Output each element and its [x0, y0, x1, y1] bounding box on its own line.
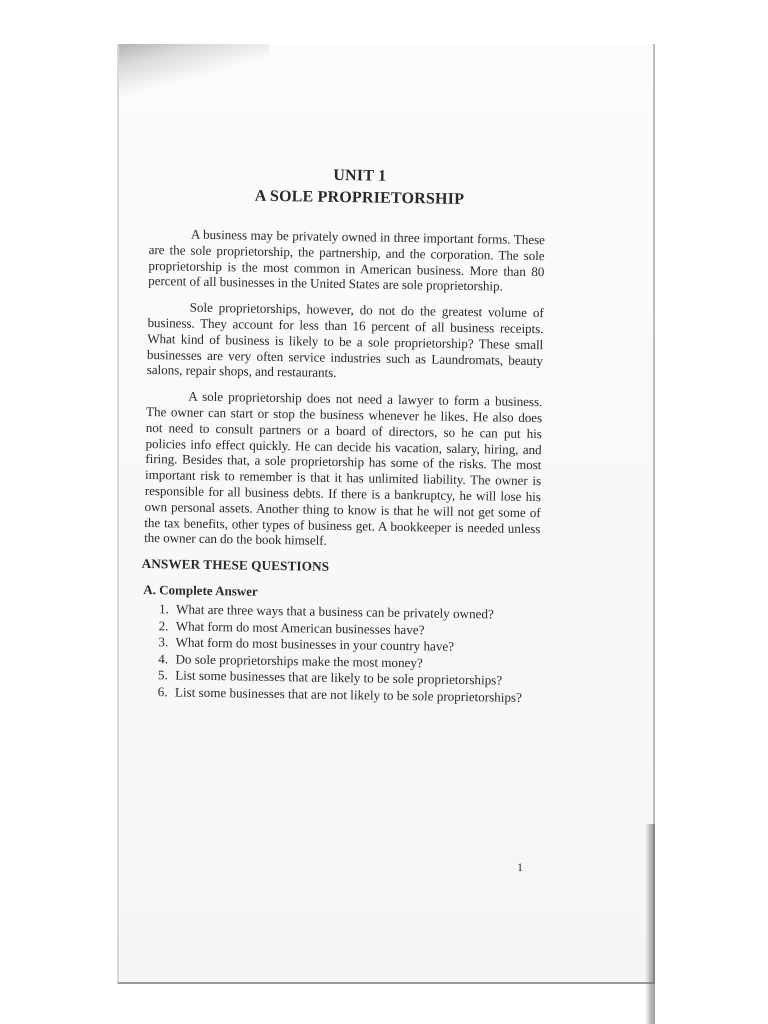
page-content: [142, 164, 546, 706]
unit-label: UNIT 1: [333, 166, 387, 185]
subsection-heading: A. Complete Answer: [143, 582, 258, 599]
question-number: 1.: [158, 601, 169, 617]
question-number: 6.: [157, 683, 168, 699]
section-heading: ANSWER THESE QUESTIONS: [141, 556, 330, 575]
question-text: What are three ways that a business can be privately owned?: [175, 601, 494, 622]
question-text: Do sole proprietorships make the most money?: [175, 651, 423, 670]
question-list: [142, 601, 540, 706]
question-text: List some businesses that are not likely to be sole proprietorships?: [174, 684, 522, 705]
question-number: 4.: [158, 650, 169, 666]
question-number: 3.: [158, 634, 169, 650]
question-text: What form do most American businesses have?: [175, 618, 425, 638]
corner-shadow: [119, 44, 269, 124]
paragraph-1: A business may be privately owned in three important forms. These are the sole proprietorship, the partnership, and the corporation. The sole proprietorship is the most common in American business. More than 80 percent of all businesses in the United States are sole proprietorship.: [148, 226, 545, 294]
question-number: 2.: [158, 617, 169, 633]
page-number: 1: [517, 860, 523, 874]
question-number: 5.: [157, 667, 168, 683]
question-text: What form do most businesses in your country have?: [175, 634, 455, 654]
edge-shadow: [645, 824, 655, 1024]
paragraph-2: Sole proprietorships, however, do not do the greatest volume of business. They account for less than 16 percent of all business receipts. What kind of business is likely to be a sole proprietorship? These small businesses are very often service industries such as Laundromats, beauty salons, repair shops, and restaurants.: [146, 299, 544, 381]
question-text: List some businesses that are likely to be sole proprietorships?: [175, 667, 503, 688]
page-title: A SOLE PROPRIETORSHIP: [254, 187, 465, 208]
paragraph-3: A sole proprietorship does not need a lawyer to form a business. The owner can start or stop the business whenever he likes. He also does not need to consult partners or a board of directors, so he can put his policies info effect quickly. He can decide his vacation, salary, hiring, and firing. Besides that, a sole proprietorship has some of the risks. The most important risk to remember is that it has unlimited liability. The owner is responsible for all business debts. If there is a bankruptcy, he will lose his own personal assets. Another thing to know is that he will not get some of the tax benefits, other types of business get. A bookkeeper is needed unless the owner can do the book himself.: [144, 388, 543, 549]
